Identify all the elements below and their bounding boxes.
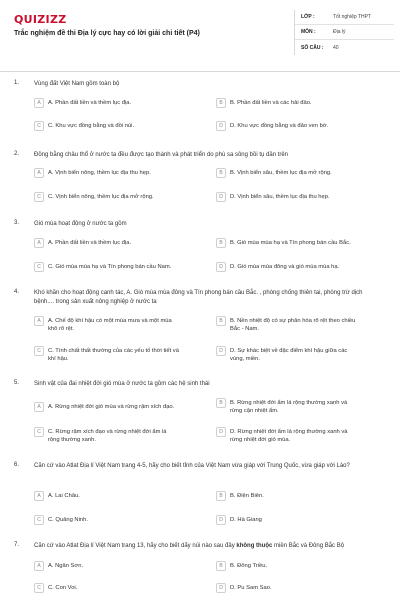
option-letter: B (216, 561, 226, 571)
option-text: C. Tính chất thất thường của các yếu tố thời tiết và khí hậu. (48, 348, 179, 362)
option-text: B. Vịnh biển sâu, thềm lục địa mở rộng. (230, 170, 332, 176)
option-text: B. Đông Triều. (230, 563, 268, 569)
option-a[interactable] (34, 561, 179, 571)
question-text-after: miền Bắc và Đông Bắc Bộ (272, 543, 345, 549)
question-text: Gió mùa hoạt động ở nước ta gồm (34, 221, 127, 227)
option-text: C. Quảng Ninh. (48, 517, 88, 523)
option-letter: D (216, 262, 226, 272)
option-letter: D (216, 192, 226, 202)
option-d[interactable] (216, 515, 361, 525)
option-letter: C (34, 515, 44, 525)
option-a[interactable] (34, 168, 179, 178)
option-text: D. Vịnh biển sâu, thềm lục địa thu hẹp. (230, 194, 330, 200)
option-letter: D (216, 583, 226, 593)
question-number: 6. (14, 462, 20, 468)
option-b[interactable] (216, 98, 361, 108)
meta-label-class: LỚP : (301, 14, 315, 20)
option-text: D. Sự khác biệt về đặc điểm khí hậu giữa các vùng, miền. (230, 348, 348, 362)
option-text: D. Pu Sam Sao. (230, 585, 272, 591)
option-text: D. Rừng nhiệt đới ẩm lá rộng thường xanh và rừng nhiệt đới gió mùa. (230, 429, 348, 443)
question-text: Sinh vật của đai nhiệt đới gió mùa ở nước ta gồm các hệ sinh thái (34, 381, 210, 387)
option-a[interactable] (34, 238, 179, 248)
option-text: A. Phần đất liền và thềm lục địa. (48, 100, 132, 106)
option-letter: C (34, 427, 44, 437)
option-text: A. Vịnh biển nông, thềm lục địa thu hẹp. (48, 170, 151, 176)
meta-value-class: Tốt nghiệp THPT (333, 14, 371, 20)
option-c[interactable] (34, 346, 179, 363)
option-text: C. Vịnh biển nông, thềm lục địa mở rộng. (48, 194, 154, 200)
option-text: D. Khu vực đồng bằng và đảo ven bờ. (230, 123, 329, 129)
option-letter: B (216, 168, 226, 178)
option-a[interactable] (34, 98, 179, 108)
option-text: D. Hà Giang (230, 517, 262, 523)
option-letter: C (34, 583, 44, 593)
option-d[interactable] (216, 583, 361, 593)
meta-row-count (295, 40, 394, 55)
option-text: B. Rừng nhiệt đới ẩm lá rộng thường xanh và rừng cận nhiệt ẩm. (230, 400, 348, 414)
meta-row-class (295, 10, 394, 25)
option-text: C. Khu vực đồng bằng và đồi núi. (48, 123, 135, 129)
option-b[interactable] (216, 238, 386, 248)
option-text: B. Điện Biên. (230, 493, 264, 499)
meta-value-subject: Địa lý (333, 29, 346, 35)
question-number: 4. (14, 289, 20, 295)
option-b[interactable] (216, 491, 361, 501)
option-a[interactable] (34, 402, 179, 412)
option-d[interactable] (216, 346, 361, 363)
option-c[interactable] (34, 192, 179, 202)
page-title: Trắc nghiệm đề thi Địa lý cực hay có lời giải chi tiết (P4) (14, 30, 200, 37)
option-letter: B (216, 238, 226, 248)
option-letter: A (34, 168, 44, 178)
option-text: D. Gió mùa mùa đông và gió mùa mùa hạ. (230, 264, 340, 270)
option-text: A. Chế độ khí hậu có một mùa mưa và một mùa khô rõ rệt. (48, 318, 172, 332)
option-c[interactable] (34, 583, 179, 593)
option-d[interactable] (216, 121, 361, 131)
meta-label-subject: MÔN : (301, 29, 316, 35)
option-letter: A (34, 402, 44, 412)
option-letter: B (216, 398, 226, 408)
question-number: 2. (14, 151, 20, 157)
option-letter: B (216, 98, 226, 108)
option-b[interactable] (216, 168, 361, 178)
option-d[interactable] (216, 262, 386, 272)
option-letter: C (34, 192, 44, 202)
option-letter: C (34, 346, 44, 356)
question-text-emphasis: không thuộc (236, 543, 273, 549)
option-letter: B (216, 316, 226, 326)
meta-panel (294, 10, 394, 55)
meta-value-count: 40 (333, 44, 339, 51)
option-b[interactable] (216, 561, 361, 571)
option-letter: A (34, 561, 44, 571)
option-b[interactable] (216, 398, 361, 415)
option-text: C. Con Voi. (48, 585, 78, 591)
option-a[interactable] (34, 491, 179, 501)
option-letter: D (216, 515, 226, 525)
option-c[interactable] (34, 515, 179, 525)
quizizz-logo: QUIZIZZ (14, 13, 67, 26)
meta-label-count: SỐ CÂU : (301, 44, 324, 51)
option-text: A. Ngân Sơn. (48, 563, 84, 569)
option-d[interactable] (216, 192, 361, 202)
option-letter: A (34, 316, 44, 326)
option-c[interactable] (34, 427, 179, 444)
page-header (0, 0, 400, 72)
question-number: 3. (14, 220, 20, 226)
question-text: Khó khăn cho hoạt động canh tác, A. Gió mùa mùa đông và Tín phong bán cầu Bắc. , phòng chống thiên tai, phòng trừ dịch bệnh.... trong sản xuất nông nghiệp ở nước ta (34, 290, 363, 305)
meta-row-subject (295, 25, 394, 40)
option-text: B. Nền nhiệt độ có sự phân hóa rõ rệt theo chiều Bắc - Nam. (230, 318, 356, 332)
question-number: 1. (14, 80, 20, 86)
option-d[interactable] (216, 427, 361, 444)
question-text (34, 542, 384, 551)
option-letter: C (34, 262, 44, 272)
option-c[interactable] (34, 121, 179, 131)
question-text-before: Căn cứ vào Atlat Địa lí Việt Nam trang 13, hãy cho biết dãy núi nào sau đây (34, 543, 237, 549)
option-text: A. Rừng nhiệt đới gió mùa và rừng rậm xích đạo. (48, 404, 175, 410)
option-text: C. Gió mùa mùa hạ và Tín phong bán cầu Nam. (48, 264, 172, 270)
option-text: C. Rừng rậm xích đạo và rừng nhiệt đới ẩm lá rộng thường xanh. (48, 429, 167, 443)
option-c[interactable] (34, 262, 204, 272)
question-number: 7. (14, 542, 20, 548)
option-text: A. Lai Châu. (48, 493, 80, 499)
question-number: 5. (14, 380, 20, 386)
option-letter: A (34, 238, 44, 248)
option-letter: D (216, 121, 226, 131)
option-text: A. Phần đất liền và thềm lục địa. (48, 240, 132, 246)
option-a[interactable] (34, 316, 179, 333)
option-b[interactable] (216, 316, 361, 333)
question-text: Đồng bằng châu thổ ở nước ta đều được tạo thành và phát triển do phù sa sông bồi tụ dần trên (34, 152, 289, 158)
option-letter: B (216, 491, 226, 501)
option-letter: D (216, 427, 226, 437)
question-text: Căn cứ vào Atlat Địa lí Việt Nam trang 4-5, hãy cho biết tỉnh của Việt Nam vừa giáp với Trung Quốc, vừa giáp với Lào? (34, 463, 350, 469)
option-letter: C (34, 121, 44, 131)
option-text: B. Phần đất liền và các hải đảo. (230, 100, 312, 106)
option-letter: D (216, 346, 226, 356)
option-letter: A (34, 491, 44, 501)
option-letter: A (34, 98, 44, 108)
option-text: B. Gió mùa mùa hạ và Tín phong bán cầu Bắc. (230, 240, 351, 246)
question-text: Vùng đất Việt Nam gồm toàn bộ (34, 81, 120, 87)
